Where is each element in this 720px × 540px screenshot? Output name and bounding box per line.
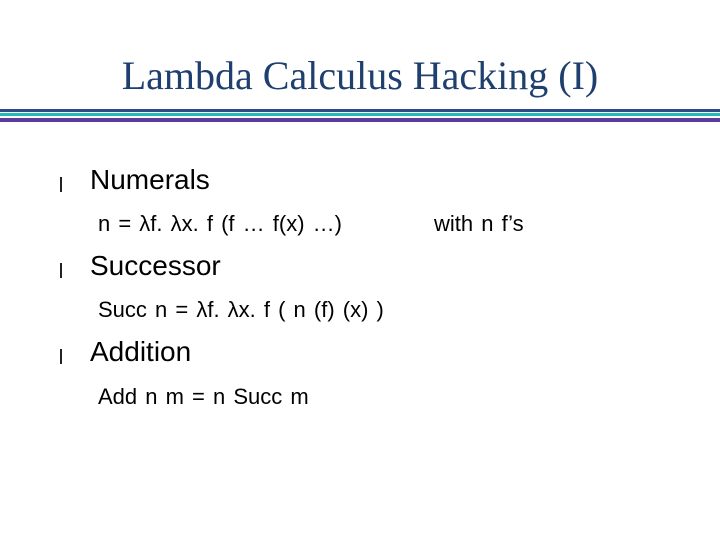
successor-definition: Succ n = λf. λx. f ( n (f) (x) ) [98,297,384,322]
slide-title: Lambda Calculus Hacking (I) [121,53,599,98]
bullet-marker [58,348,64,366]
bullet-successor: Successor [90,250,221,281]
numerals-note: with n f’s [434,211,524,236]
bullet-numerals: Numerals [90,164,210,195]
bullet-marker [58,176,64,194]
numerals-definition: n = λf. λx. f (f … f(x) …) [98,211,342,236]
rule-navy [0,109,720,112]
rule-teal [0,113,720,116]
bullet-addition: Addition [90,336,192,367]
bullet-marker [58,262,64,280]
addition-definition: Add n m = n Succ m [98,384,309,409]
rule-purple [0,118,720,122]
